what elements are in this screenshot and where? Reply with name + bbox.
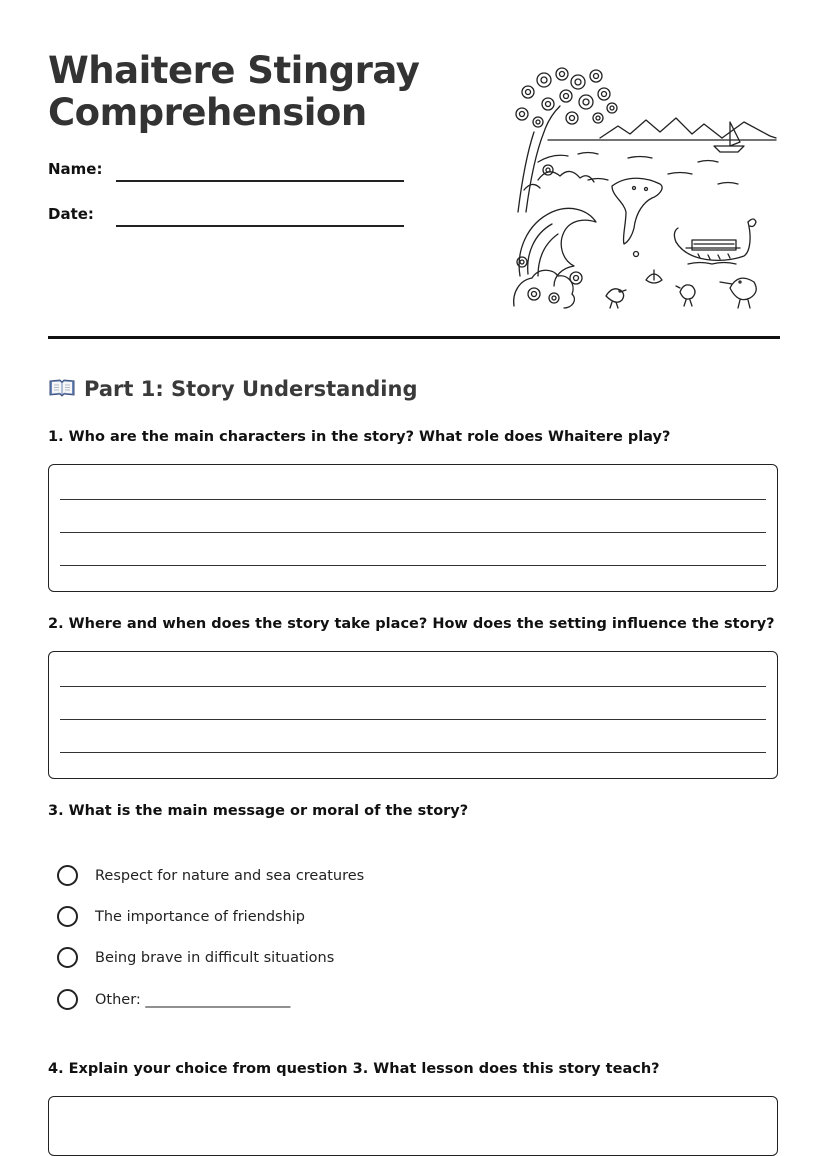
answer-line	[60, 499, 766, 500]
book-icon	[48, 378, 76, 398]
worksheet-title	[48, 50, 419, 134]
answer-line	[60, 686, 766, 687]
answer-line	[60, 752, 766, 753]
answer-box-2[interactable]	[48, 651, 778, 779]
radio-button[interactable]	[57, 947, 78, 968]
date-line[interactable]	[116, 225, 404, 227]
name-line[interactable]	[116, 180, 404, 182]
answer-line	[60, 532, 766, 533]
question-1: 1. Who are the main characters in the story? What role does Whaitere play?	[48, 429, 671, 445]
title-line-1: Whaitere Stingray	[48, 49, 420, 92]
name-label: Name:	[48, 160, 103, 178]
answer-line	[60, 565, 766, 566]
answer-box-1[interactable]	[48, 464, 778, 592]
section-title-text: Part 1: Story Understanding	[84, 377, 418, 401]
radio-button[interactable]	[57, 865, 78, 886]
header-divider	[48, 336, 780, 339]
question-3: 3. What is the main message or moral of the story?	[48, 803, 469, 819]
question-2: 2. Where and when does the story take place? How does the setting influence the story?	[48, 616, 775, 632]
option-label: Being brave in difficult situations	[95, 950, 335, 966]
date-label: Date:	[48, 205, 94, 223]
stingray-illustration	[508, 62, 780, 310]
answer-line	[60, 719, 766, 720]
title-line-2: Comprehension	[48, 91, 367, 134]
radio-button[interactable]	[57, 989, 78, 1010]
option-label: Other: ____________________	[95, 992, 291, 1008]
option-label: The importance of friendship	[95, 909, 306, 925]
date-field[interactable]	[48, 205, 408, 229]
question-4: 4. Explain your choice from question 3. What lesson does this story teach?	[48, 1061, 660, 1077]
option-label: Respect for nature and sea creatures	[95, 868, 365, 884]
radio-button[interactable]	[57, 906, 78, 927]
section-title	[48, 375, 417, 403]
name-field[interactable]	[48, 160, 408, 184]
answer-box-4[interactable]	[48, 1096, 778, 1156]
